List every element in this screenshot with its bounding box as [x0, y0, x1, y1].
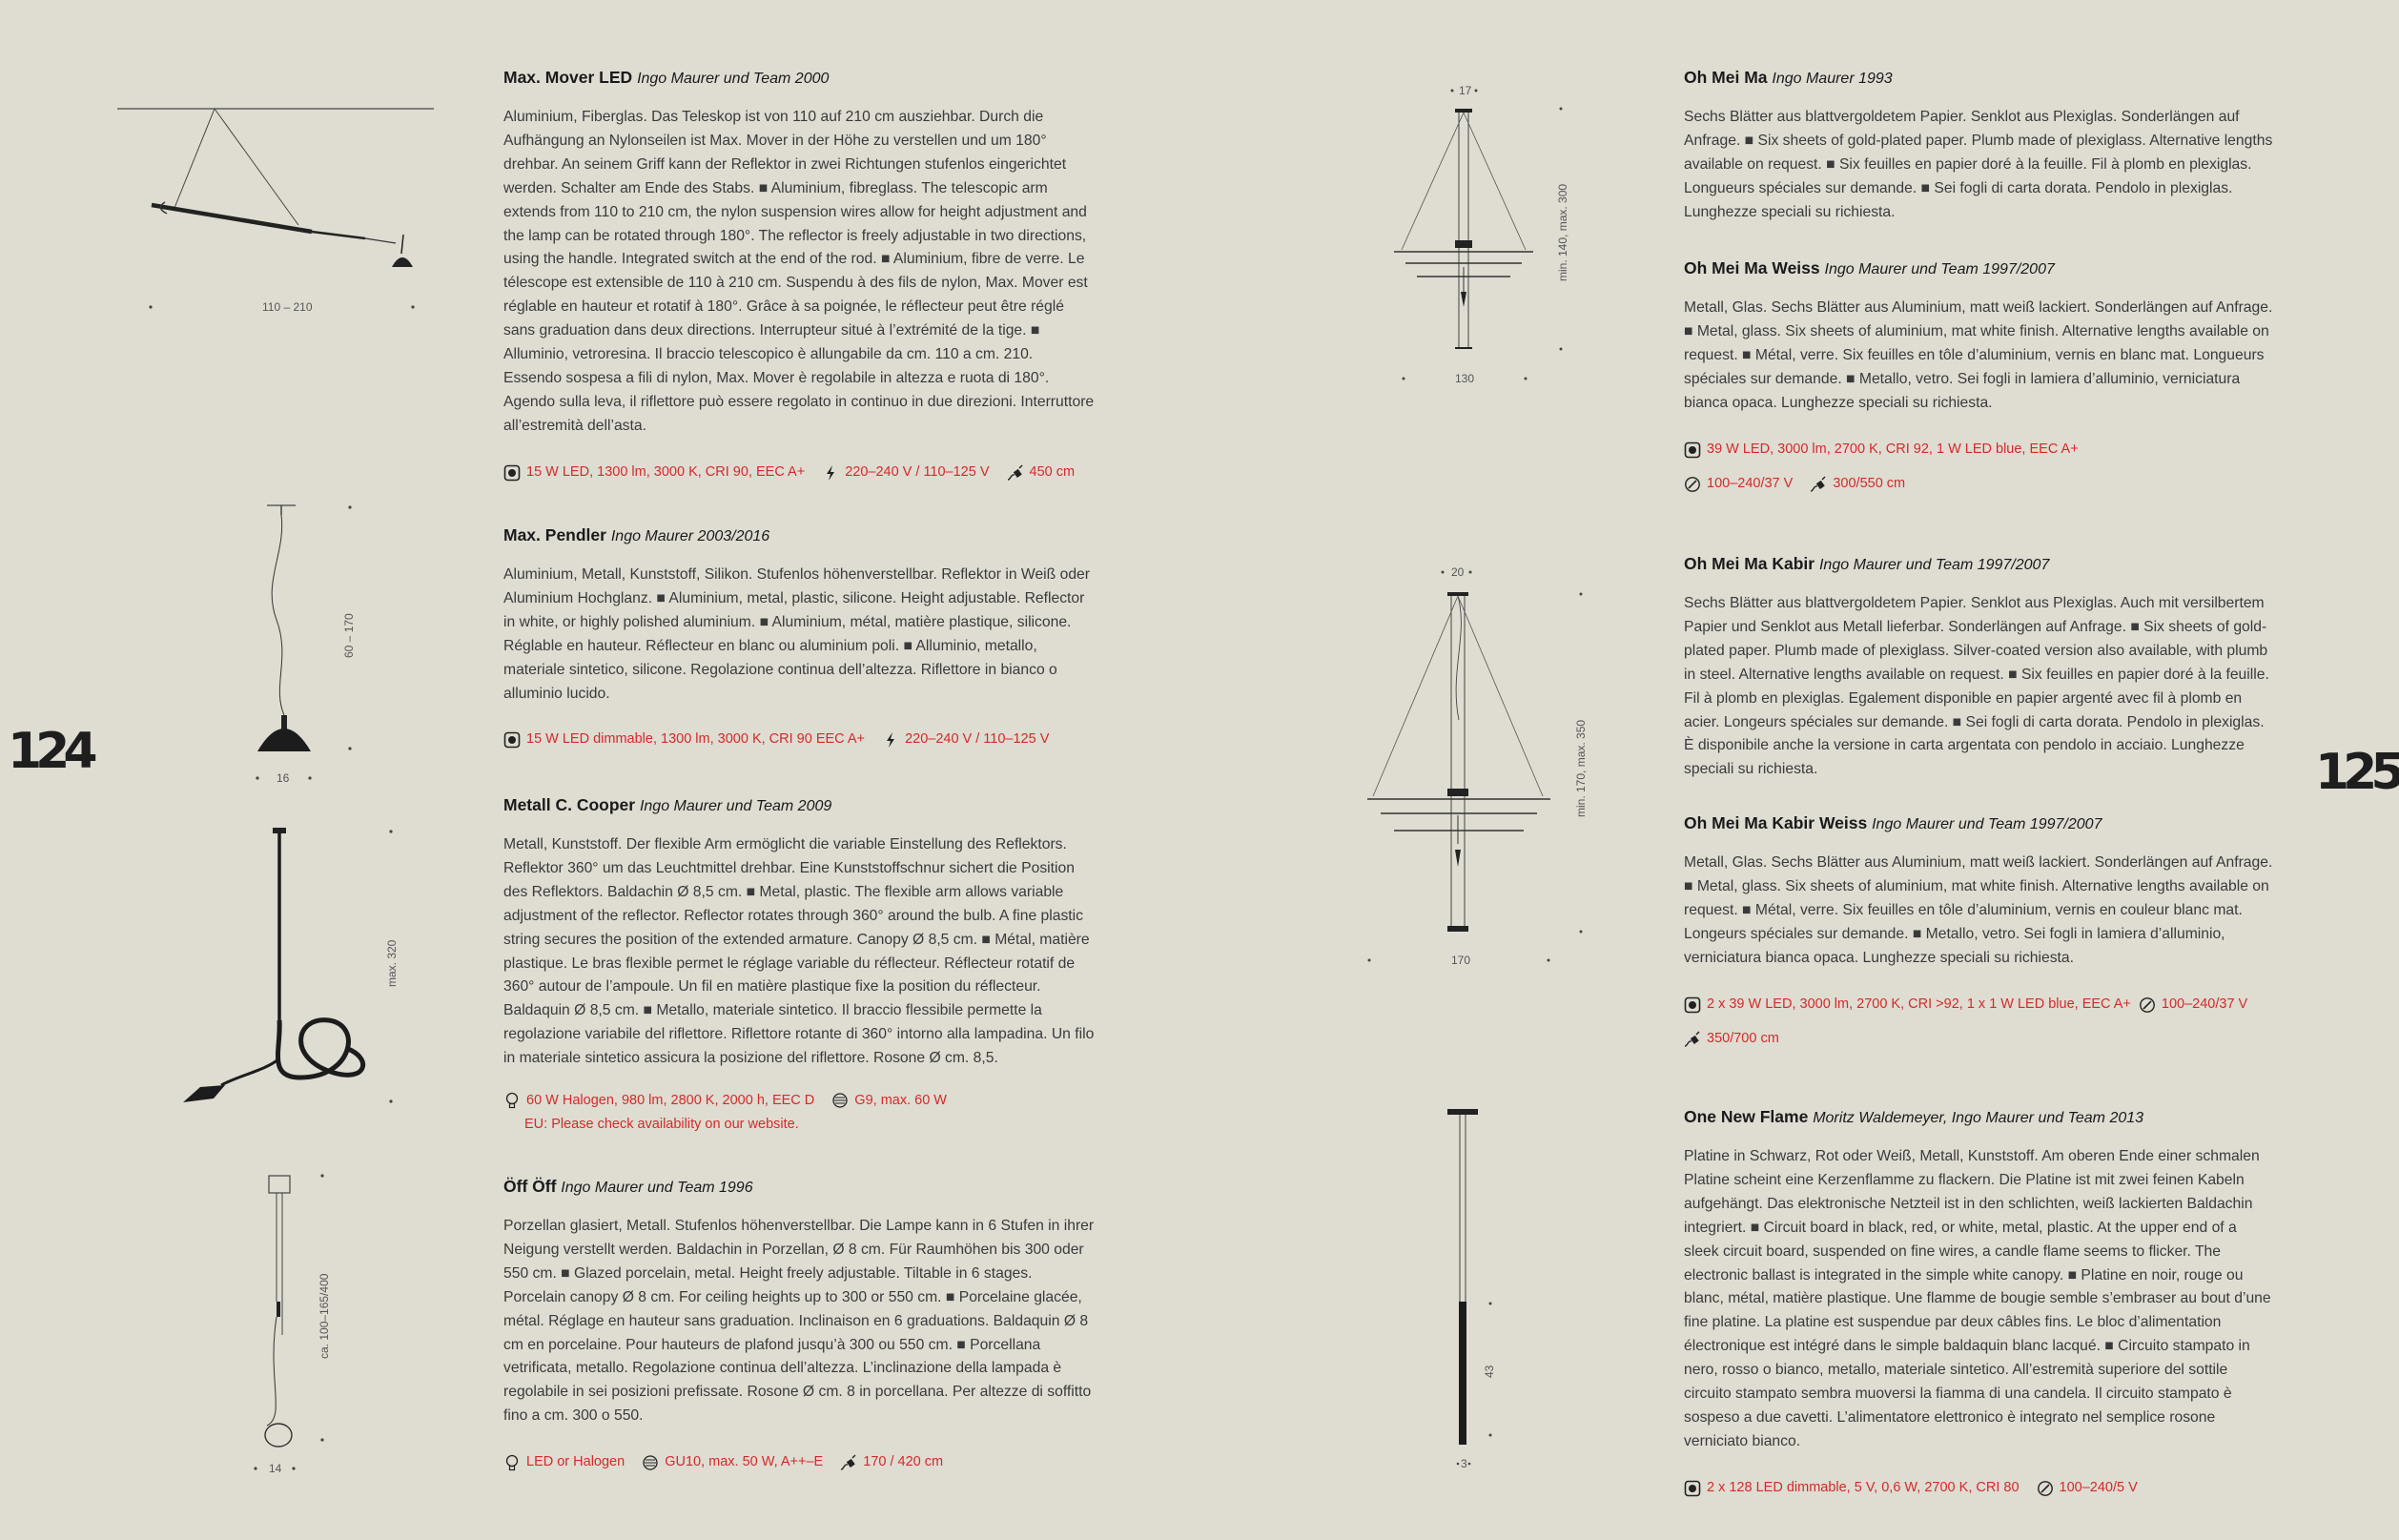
entry-description: Metall, Glas. Sechs Blätter aus Aluminium, matt weiß lackiert. Sonderlängen auf Anfrage. ■ Metal, glass. Six sheets of aluminium, mat white finish. Alternative lengths available on request. ■ Métal, verre. Six feuilles en tôle d’aluminium, vernis en couleur blanc mat. Longeurs spéciales sur demande. ■ Metallo, vetro. Sei fogli in lamiera d’alluminio, verniciatura bianca opaca. Lunghezze speciali su richiesta.	[1684, 854, 2273, 966]
led-icon	[1684, 1479, 1701, 1496]
entry-oh-mei-ma-kabir-weiss	[1684, 812, 2275, 1058]
dim-ohmeima-width: 130	[1455, 372, 1475, 385]
entry-title: Max. Pendler Ingo Maurer 2003/2016	[503, 525, 770, 544]
spec-item: GU10, max. 50 W, A++–E	[642, 1448, 823, 1476]
cable-icon	[1007, 463, 1024, 481]
cable-icon	[1810, 475, 1827, 492]
page-number-right: 125	[2315, 744, 2399, 801]
oh-mei-ma-drawing	[1383, 76, 1611, 391]
transformer-icon	[2139, 996, 2156, 1013]
entry-description: Aluminium, Metall, Kunststoff, Silikon. Stufenlos höhenverstellbar. Reflektor in Weiß oder Aluminium Hochglanz. ■ Aluminium, metal, plastic, silicone. Height adjustable. Reflector in white, or highly polished aluminium. ■ Aluminium, métal, matière plastique, silicone. Réglable en hauteur. Réflecteur en blanc ou aluminium poli. ■ Alluminio, metallo, materiale sintetico, silicone. Regolazione continua dell’altezza. Riflettore in bianco o alluminio lucido.	[503, 566, 1091, 702]
led-icon	[1684, 996, 1701, 1013]
spec-item: 100–240/37 V	[2139, 990, 2247, 1018]
spec-item: 15 W LED dimmable, 1300 lm, 3000 K, CRI 90 EEC A+	[503, 725, 865, 753]
spec-item: G9, max. 60 W	[831, 1090, 947, 1111]
entry-off-off	[503, 1176, 1095, 1482]
spec-item: 220–240 V / 110–125 V	[822, 458, 989, 486]
entry-oh-mei-ma	[1684, 67, 2275, 225]
oh-mei-ma-kabir-drawing	[1354, 558, 1602, 977]
max-mover-drawing	[110, 95, 453, 324]
entry-one-new-flame	[1684, 1106, 2275, 1508]
spec-row	[1684, 435, 2275, 503]
spec-item: 2 x 39 W LED, 3000 lm, 2700 K, CRI >92, 1 x 1 W LED blue, EEC A+	[1684, 990, 2131, 1018]
entry-title: Oh Mei Ma Weiss Ingo Maurer und Team 1997/2007	[1684, 258, 2055, 277]
dim-kabir-top: 20	[1451, 565, 1465, 579]
voltage-icon	[882, 730, 899, 748]
spec-item: 450 cm	[1007, 458, 1076, 486]
led-icon	[1684, 441, 1701, 458]
dim-flame-width: 3	[1461, 1457, 1467, 1470]
entry-title: Oh Mei Ma Kabir Weiss Ingo Maurer und Team 1997/2007	[1684, 813, 2102, 832]
socket-icon	[831, 1092, 849, 1109]
spec-row	[1684, 1473, 2275, 1508]
availability-note: EU: Please check availability on our website.	[524, 1117, 799, 1133]
dim-cooper-height: max. 320	[385, 939, 399, 987]
entry-description: Sechs Blätter aus blattvergoldetem Papier. Senklot aus Plexiglas. Auch mit versilbertem Papier und Senklot aus Metall lieferbar. Sonderlängen auf Anfrage. ■ Six sheets of gold-plated paper. Plumb made of plexiglass. Silver-coated version also available, with plumb in steel. Alternative lengths available on request. ■ Six feuilles en papier doré à la feuille. Fil à plomb en plexiglas. Egalement disponible en papier argenté avec fil à plomb en acier. Longeurs spéciales sur demande. ■ Sei fogli di carta dorata. Pendolo in plexiglas. È disponibile anche la versione in carta argentata con pendolo in acciaio. Lunghezze speciali su richiesta.	[1684, 595, 2269, 778]
max-pendler-drawing	[238, 496, 372, 791]
entry-title: Öff Öff Ingo Maurer und Team 1996	[503, 1177, 753, 1196]
page-number-left: 124	[8, 723, 92, 780]
spec-row	[503, 725, 1095, 759]
dim-pendler-width: 16	[277, 771, 290, 785]
spec-row	[1684, 990, 2275, 1058]
dim-pendler-height: 60 – 170	[342, 613, 356, 658]
spec-row	[503, 1448, 1095, 1482]
entry-title: Oh Mei Ma Ingo Maurer 1993	[1684, 68, 1893, 87]
entry-description: Sechs Blätter aus blattvergoldetem Papier. Senklot aus Plexiglas. Sonderlängen auf Anfrage. ■ Six sheets of gold-plated paper. Plumb made of plexiglass. Alternative lengths available on request. ■ Six feuilles en papier doré à la feuille. Fil à plomb en plexiglas. Longueurs spéciales sur demande. ■ Sei fogli di carta dorata. Pendolo in plexiglas. Lunghezze speciali su richiesta.	[1684, 109, 2273, 220]
entry-description: Porzellan glasiert, Metall. Stufenlos höhenverstellbar. Die Lampe kann in 6 Stufen in ihrer Neigung verstellt werden. Baldachin in Porzellan, Ø 8 cm. Für Raumhöhen bis 300 oder 550 cm. ■ Glazed porcelain, metal. Height freely adjustable. Tiltable in 6 stages. Porcelain canopy Ø 8 cm. For ceiling heights up to 300 or 550 cm. ■ Porcelaine glacée, métal. Réglage en hauteur sans graduation. Inclinaison en 6 graduations. Baldaquin Ø 8 cm en porcelaine. Pour hauteurs de plafond jusqu’à 300 ou 550 cm. ■ Porcellana vetrificata, metallo. Regolazione continua dell’altezza. L’inclinazione della lampada è regolabile in sei posizioni prefissate. Rosone Ø cm. 8 in porcellana. Per altezze di soffitto fino a cm. 300 o 550.	[503, 1218, 1095, 1425]
entry-description: Platine in Schwarz, Rot oder Weiß, Metall, Kunststoff. Am oberen Ende einer schmalen Platine scheint eine Kerzenflamme zu flackern. Die Platine ist mit zwei feinen Kabeln aufgehängt. Das elektronische Netzteil ist in den schlichten, weiß lackierten Baldachin integriert. ■ Circuit board in black, red, or white, metal, plastic. At the upper end of a sleek circuit board, suspended on fine wires, a candle flame seems to flicker. The electronic ballast is integrated in the simple white canopy. ■ Platine en noir, rouge ou blanc, métal, matière plastique. Une flamme de bougie semble s’embraser au bout d’une fine platine. La platine est suspendue par deux câbles fins. Le bloc d’alimentation électronique est intégré dans le simple baldaquin blanc lacqué. ■ Circuito stampato in nero, rosso o bianco, metallo, materiale sintetico. All’estremità superiore del sottile circuito stampato sembra muoversi la fiamma di una candela. Il circuito stampato è sospeso a due cavetti. L’alimentatore elettronico è integrato nel semplice rosone verniciato bianco.	[1684, 1148, 2271, 1449]
entry-title: Max. Mover LED Ingo Maurer und Team 2000	[503, 68, 830, 87]
entry-description: Aluminium, Fiberglas. Das Teleskop ist von 110 auf 210 cm ausziehbar. Durch die Aufhängung an Nylonseilen ist Max. Mover in der Höhe zu verstellen und um 180° drehbar. An seinem Griff kann der Reflektor in zwei Richtungen stufenlos eingerichtet werden. Schalter am Ende des Stabs. ■ Aluminium, fibreglass. The telescopic arm extends from 110 to 210 cm, the nylon suspension wires allow for height adjustment and the lamp can be rotated through 180°. The reflector is freely adjustable in two directions, using the handle. Integrated switch at the end of the rod. ■ Aluminium, fibre de verre. Le télescope est extensible de 110 à 210 cm. Suspendu à des fils de nylon, Max. Mover est réglable en hauteur et rotatif à 180°. Grâce à sa poignée, le réflecteur peut être réglé sans graduation dans deux directions. Interrupteur situé à l’extrémité de la tige. ■ Alluminio, vetroresina. Il braccio telescopico è allungabile da cm. 110 a cm. 210. Essendo sospesa a fili di nylon, Max. Mover è regolabile in altezza e ruota di 180°. Agendo sulla leva, il riflettore può essere regolato in continuo in due direzioni. Interruttore all’estremità dell’asta.	[503, 109, 1095, 434]
entry-max-pendler	[503, 524, 1095, 759]
bulb-icon	[503, 1092, 521, 1109]
dim-ohmeima-height: min. 140, max. 300	[1556, 183, 1569, 281]
spec-item: 100–240/5 V	[2037, 1473, 2138, 1502]
entry-oh-mei-ma-weiss	[1684, 257, 2275, 503]
one-new-flame-drawing	[1430, 1101, 1545, 1483]
transformer-icon	[2037, 1479, 2054, 1496]
spec-item: LED or Halogen	[503, 1448, 625, 1476]
voltage-icon	[822, 463, 839, 481]
spec-row	[503, 1090, 1095, 1116]
transformer-icon	[1684, 475, 1701, 492]
metall-c-cooper-drawing	[172, 820, 420, 1116]
dim-flame-height: 43	[1483, 1365, 1496, 1378]
entry-title: One New Flame Moritz Waldemeyer, Ingo Maurer und Team 2013	[1684, 1107, 2144, 1126]
spec-row	[503, 458, 1095, 492]
spec-item: 15 W LED, 1300 lm, 3000 K, CRI 90, EEC A+	[503, 458, 805, 486]
off-off-drawing	[238, 1168, 362, 1483]
spec-item: 2 x 128 LED dimmable, 5 V, 0,6 W, 2700 K, CRI 80	[1684, 1473, 2020, 1502]
spec-item: 350/700 cm	[1684, 1024, 1779, 1053]
dim-ohmeima-top: 17	[1459, 84, 1472, 97]
dim-offoff-height: ca. 100–165/400	[318, 1273, 331, 1359]
entry-oh-mei-ma-kabir	[1684, 553, 2275, 782]
socket-icon	[642, 1453, 659, 1470]
dim-kabir-height: min. 170, max. 350	[1574, 719, 1588, 817]
cable-icon	[840, 1453, 857, 1470]
spec-item: 39 W LED, 3000 lm, 2700 K, CRI 92, 1 W LED blue, EEC A+	[1684, 435, 2079, 463]
dim-max-mover: 110 – 210	[262, 300, 313, 314]
entry-metall-c-cooper	[503, 794, 1095, 1133]
entry-title: Metall C. Cooper Ingo Maurer und Team 2009	[503, 795, 832, 814]
entry-description: Metall, Kunststoff. Der flexible Arm ermöglicht die variable Einstellung des Reflektors. Reflektor 360° um das Leuchtmittel drehbar. Eine Kunststoffschnur sichert die Position des Reflektors. Baldachin Ø 8,5 cm. ■ Metal, plastic. The flexible arm allows variable adjustment of the reflector. Reflector rotates through 360° around the bulb. A fine plastic string secures the position of the extended armature. Canopy Ø 8,5 cm. ■ Métal, matière plastique. Le bras flexible permet le réglage variable du réflecteur. Réflecteur rotatif de 360° autour de l’ampoule. Un fil en matière plastique fixe la position du réflecteur. Baldaquin Ø 8,5 cm. ■ Metallo, materiale sintetico. Il braccio flessibile permette la regolazione variabile del riflettore. Riflettore rotante di 360° intorno alla lampadina. Un filo in materiale sintetico assicura la posizione del riflettore. Rosone Ø cm. 8,5.	[503, 836, 1095, 1067]
spec-item: 220–240 V / 110–125 V	[882, 725, 1049, 753]
spec-item: 60 W Halogen, 980 lm, 2800 K, 2000 h, EEC D	[503, 1090, 814, 1111]
entry-description: Metall, Glas. Sechs Blätter aus Aluminium, matt weiß lackiert. Sonderlängen auf Anfrage. ■ Metal, glass. Six sheets of aluminium, mat white finish. Alternative lengths available on request. ■ Métal, verre. Six feuilles en tôle d’aluminium, vernis en blanc mat. Longueurs spéciales sur demande. ■ Metallo, vetro. Sei fogli in lamiera d’alluminio, verniciatura bianca opaca. Lunghezze speciali su richiesta.	[1684, 299, 2273, 411]
cable-icon	[1684, 1030, 1701, 1047]
spec-item: 170 / 420 cm	[840, 1448, 943, 1476]
bulb-icon	[503, 1453, 521, 1470]
led-icon	[503, 730, 521, 748]
entry-title: Oh Mei Ma Kabir Ingo Maurer und Team 1997/2007	[1684, 554, 2050, 573]
dim-offoff-width: 14	[269, 1462, 282, 1475]
dim-kabir-width: 170	[1451, 954, 1471, 967]
entry-max-mover-led	[503, 67, 1095, 492]
spec-item: 100–240/37 V	[1684, 469, 1793, 498]
spec-item: 300/550 cm	[1810, 469, 1905, 498]
led-icon	[503, 463, 521, 481]
